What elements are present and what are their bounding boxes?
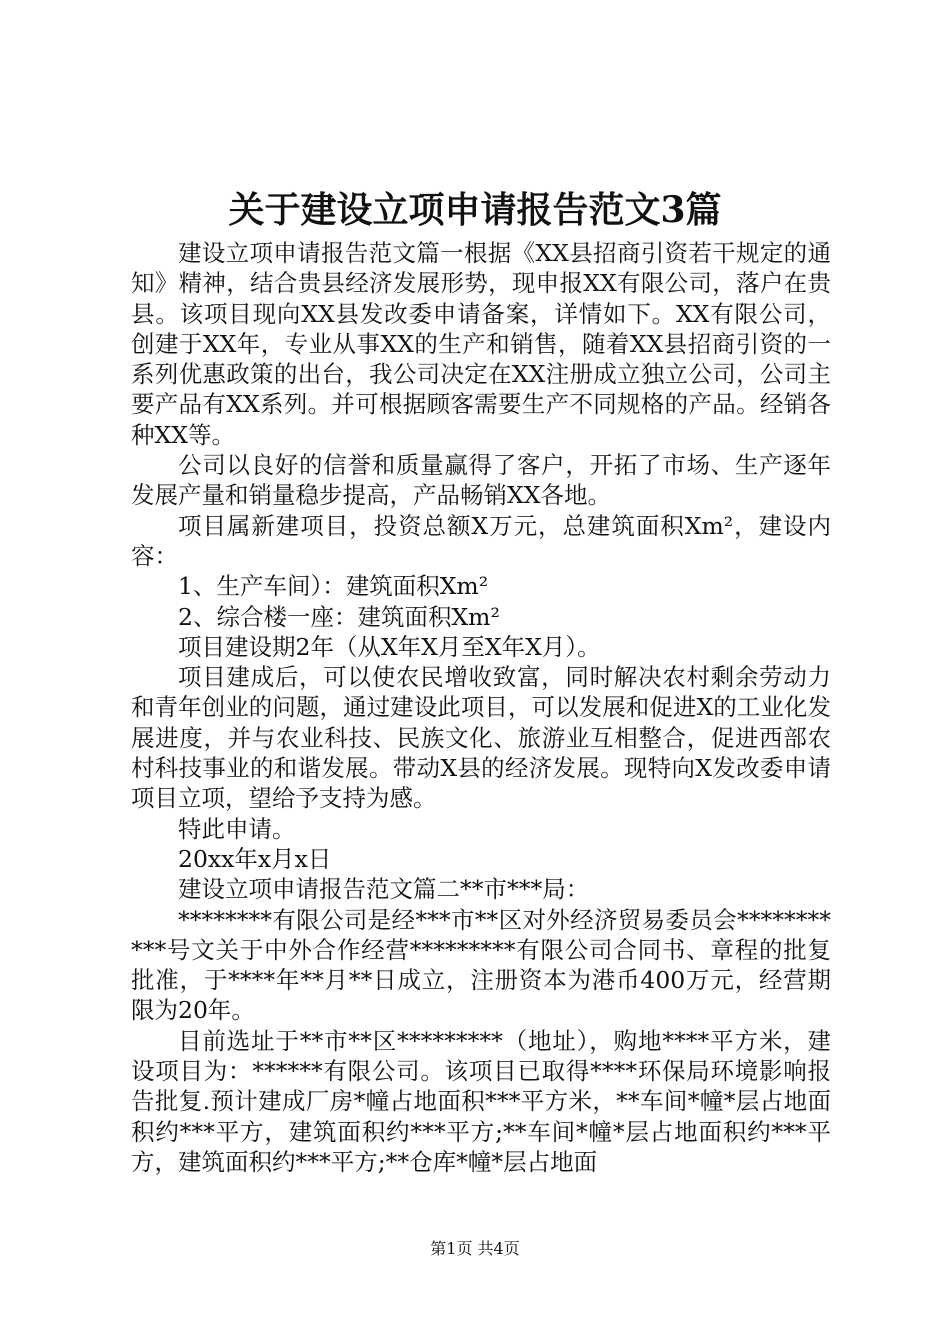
- paragraph-3: 项目属新建项目，投资总额X万元，总建筑面积Xm²，建设内容：: [131, 511, 831, 570]
- paragraph-10: 建设立项申请报告范文篇二**市***局：: [178, 875, 590, 904]
- paragraph-6: 项目建设期2年（从X年X月至X年X月）。: [178, 632, 601, 661]
- paragraph-1: 建设立项申请报告范文篇一根据《XX县招商引资若干规定的通知》精神，结合贵县经济发展形势，现申报XX有限公司，落户在贵县。该项目现向XX县发改委申请备案，详情如下。XX有限公司，创建于XX年，专业从事XX的生产和销售，随着XX县招商引资的一系列优惠政策的出台，我公司决定在XX注册成立独立公司，公司主要产品有XX系列。并可根据顾客需要生产不同规格的产品。经销各种XX等。: [131, 239, 831, 449]
- document-body: [131, 238, 831, 1177]
- paragraph-5: 2、综合楼一座：建筑面积Xm²: [178, 602, 500, 631]
- paragraph-4: 1、生产车间）：建筑面积Xm²: [178, 572, 489, 601]
- document-title: 关于建设立项申请报告范文3篇: [228, 189, 722, 231]
- paragraph-2: 公司以良好的信誉和质量赢得了客户，开拓了市场、生产逐年发展产量和销量稳步提高，产品畅销XX各地。: [131, 451, 831, 510]
- paragraph-9: 20xx年x月x日: [178, 844, 332, 873]
- paragraph-11: ********有限公司是经***市**区对外经济贸易委员会***********号文关于中外合作经营*********有限公司合同书、章程的批复批准，于****年**月**日成立，注册资本为港币400万元，经营期限为20年。: [131, 905, 831, 1025]
- page-footer: 第1页 共4页: [430, 1239, 520, 1258]
- paragraph-7: 项目建成后，可以使农民增收致富，同时解决农村剩余劳动力和青年创业的问题，通过建设此项目，可以发展和促进X的工业化发展进度，并与农业科技、民族文化、旅游业互相整合，促进西部农村科技事业的和谐发展。带动X县的经济发展。现特向X发改委申请项目立项，望给予支持为感。: [131, 663, 831, 813]
- paragraph-12: 目前选址于**市**区*********（地址），购地****平方米，建设项目为：******有限公司。该项目已取得****环保局环境影响报告批复.预计建成厂房*幢占地面积***平方米，**车间*幢*层占地面积约***平方，建筑面积约***平方;**车间*幢*层占地面积约***平方，建筑面积约***平方;**仓库*幢*层占地面: [131, 1026, 831, 1176]
- paragraph-8: 特此申请。: [178, 814, 296, 843]
